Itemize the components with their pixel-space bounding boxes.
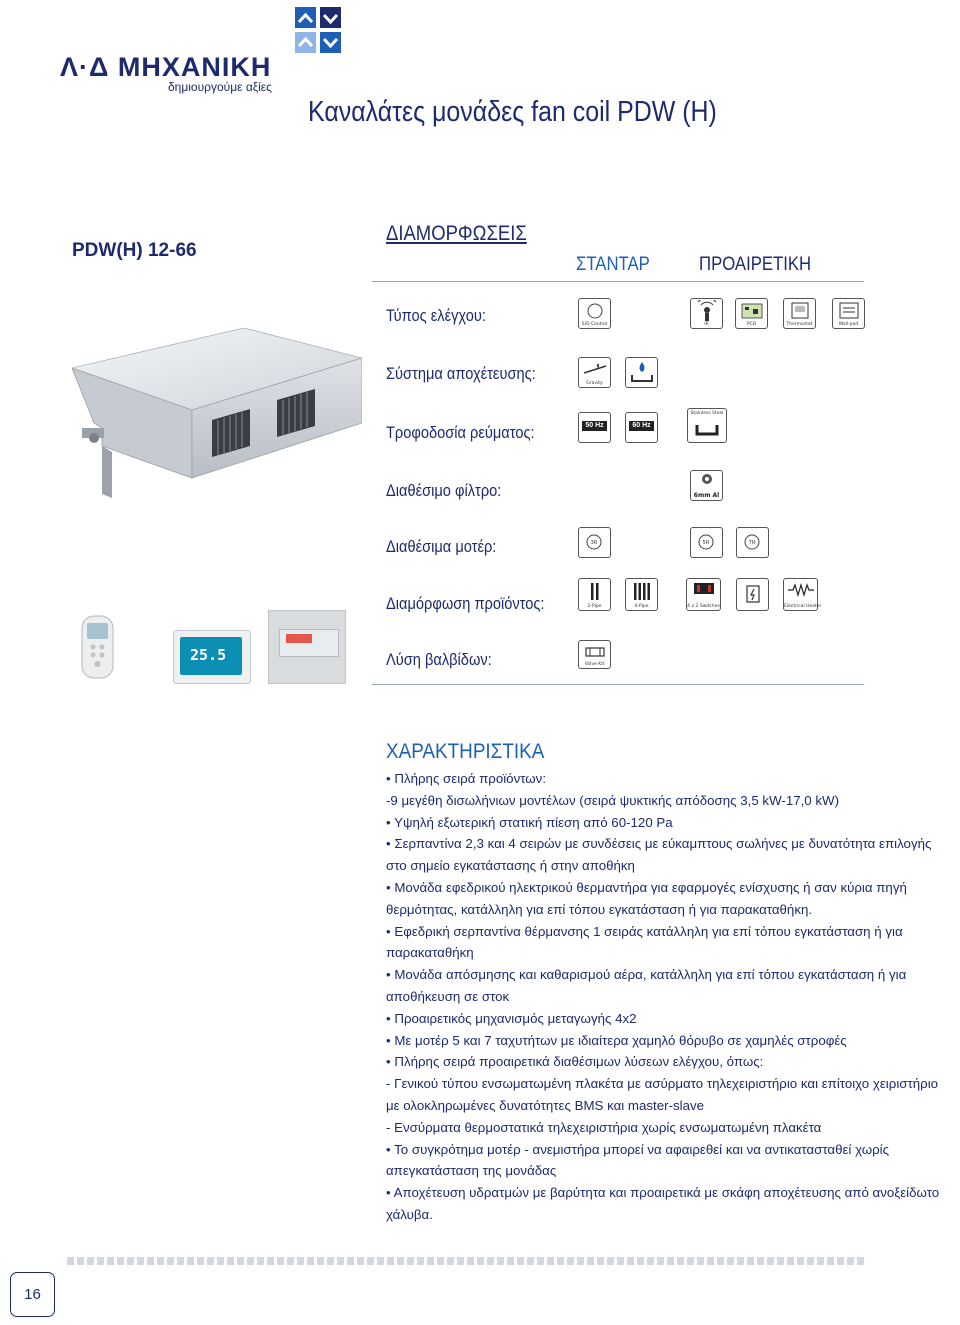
- drain-pan-icon: [625, 357, 658, 388]
- brand-logo-icon: [295, 7, 341, 53]
- svg-text:7R: 7R: [748, 540, 756, 546]
- feature-line: • Το συγκρότημα μοτέρ - ανεμιστήρα μπορεί να αφαιρεθεί και να αντικατασταθεί χωρίς απεγκατάσταση της μονάδας: [386, 1141, 890, 1179]
- feature-line: • Αποχέτευση υδρατμών με βαρύτητα και προαιρετικά με σκάφη αποχέτευσης από ανοξείδωτο χάλυβα.: [386, 1185, 940, 1222]
- feature-line: • Υψηλή εξωτερική στατική πίεση από 60-120 Pa: [386, 814, 673, 830]
- stainless-steel-pan-icon: Stainless Steel: [687, 408, 727, 443]
- 5-speed-motor-icon: [690, 527, 723, 558]
- ir-control-icon: IR: [690, 298, 723, 329]
- feature-line: • Εφεδρική σερπαντίνα θέρμανσης 1 σειράς κατάλληλη για επί τόπου εγκατάσταση ή για παρακαταθήκη: [386, 923, 903, 961]
- 4x2-switches-icon: 4 x 2 Switches: [686, 578, 721, 611]
- 3-speed-motor-icon: [578, 527, 611, 558]
- row-label-power: Τροφοδοσία ρεύματος:: [386, 423, 535, 442]
- optional-column-label: ΠΡΟΑΙΡΕΤΙΚΗ: [699, 254, 812, 275]
- brand-name: Λ·Δ ΜΗΧΑΝΙΚΗ: [60, 52, 272, 82]
- table-divider: [372, 684, 864, 685]
- features-list: [386, 768, 941, 1226]
- control-panel-image: [268, 610, 346, 684]
- pcb-icon: PCB: [735, 298, 768, 329]
- thermostat-icon: Thermostat: [783, 298, 816, 329]
- feature-line: • Μονάδα απόσμησης και καθαρισμού αέρα, κατάλληλη για επί τόπου εγκατάσταση ή για αποθήκευση σε στοκ: [386, 967, 907, 1004]
- wall-pad-icon: Wall-pad: [832, 298, 865, 329]
- feature-line: -9 μεγέθη δισωλήνιων μοντέλων (σειρά ψυκτικής απόδοσης 3,5 kW-17,0 kW): [386, 792, 840, 808]
- four-way-valve-icon: [736, 578, 769, 611]
- 50hz-icon: 50 Hz: [578, 412, 611, 443]
- row-label-valve: Λύση βαλβίδων:: [386, 650, 492, 669]
- feature-line: • Πλήρης σειρά προϊόντων:: [386, 771, 547, 786]
- model-name: PDW(H) 12-66: [72, 240, 197, 261]
- svg-text:3R: 3R: [590, 540, 598, 546]
- feature-line: • Πλήρης σειρά προαιρετικά διαθέσιμων λύσεων ελέγχου, όπως:: [386, 1054, 764, 1070]
- configurations-heading: ΔΙΑΜΟΡΦΩΣΕΙΣ: [386, 222, 527, 245]
- electrical-heater-icon: Electrical Heater: [783, 578, 818, 611]
- row-label-control: Τύπος ελέγχου:: [386, 306, 486, 325]
- gravity-drain-icon: Gravity: [578, 357, 611, 388]
- feature-line: - Ενσύρματα θερμοστατικά τηλεχειριστήρια χωρίς ενσωματωμένη πλακέτα: [386, 1119, 822, 1135]
- row-label-motor: Διαθέσιμα μοτέρ:: [386, 537, 497, 556]
- 4-pipe-icon: 4-Pipe: [625, 578, 658, 611]
- valve-kit-icon: Valve Kit: [578, 640, 611, 669]
- row-label-drain: Σύστημα αποχέτευσης:: [386, 364, 536, 383]
- 7-speed-motor-icon: [736, 527, 769, 558]
- page-number: 16: [10, 1272, 55, 1317]
- brand-slogan: δημιουργούμε αξίες: [168, 80, 272, 94]
- feature-line: - Γενικού τύπου ενσωματωμένη πλακέτα με ασύρματο τηλεχειριστήριο και επίτοιχο χειριστήριο με ολοκληρωμένες δυνατότητες BMS και master-slave: [386, 1076, 939, 1113]
- footer-dotted-rule: [67, 1257, 867, 1265]
- aluminium-filter-icon: 6mm Al: [690, 470, 723, 501]
- thermostat-display: 25.5: [190, 646, 227, 664]
- fan-coil-unit-image: [72, 328, 362, 503]
- feature-line: • Προαιρετικός μηχανισμός μεταγωγής 4x2: [386, 1010, 637, 1026]
- 2-pipe-icon: 2-Pipe: [578, 578, 611, 611]
- feature-line: • Με μοτέρ 5 και 7 ταχυτήτων με ιδιαίτερα χαμηλό θόρυβο σε χαμηλές στροφές: [386, 1032, 847, 1048]
- row-label-filter: Διαθέσιμο φίλτρο:: [386, 481, 502, 500]
- page-title: Καναλάτες μονάδες fan coil PDW (H): [308, 96, 717, 128]
- feature-line: • Σερπαντίνα 2,3 και 4 σειρών με συνδέσεις με εύκαμπτους σωλήνες με δυνατότητα επιλογής στο σημείο εγκατάστασης ή στην αποθήκη: [386, 836, 932, 874]
- feature-line: • Μονάδα εφεδρικού ηλεκτρικού θερμαντήρα για εφαρμογές ενίσχυσης ή σαν κύρια πηγή θερμότητας, κατάλληλη για επί τόπου εγκατάσταση ή για παρακαταθήκη.: [386, 879, 907, 917]
- table-divider: [372, 281, 864, 282]
- standard-column-label: ΣΤΑΝΤΑΡ: [576, 254, 650, 275]
- features-heading: ΧΑΡΑΚΤΗΡΙΣΤΙΚΑ: [386, 740, 545, 763]
- row-label-product: Διαμόρφωση προϊόντος:: [386, 594, 545, 613]
- sd-control-icon: S/D Control: [578, 298, 611, 329]
- remote-controller-image: [80, 614, 115, 680]
- svg-text:5R: 5R: [702, 540, 710, 546]
- 60hz-icon: 60 Hz: [625, 412, 658, 443]
- thermostat-image: [173, 630, 251, 684]
